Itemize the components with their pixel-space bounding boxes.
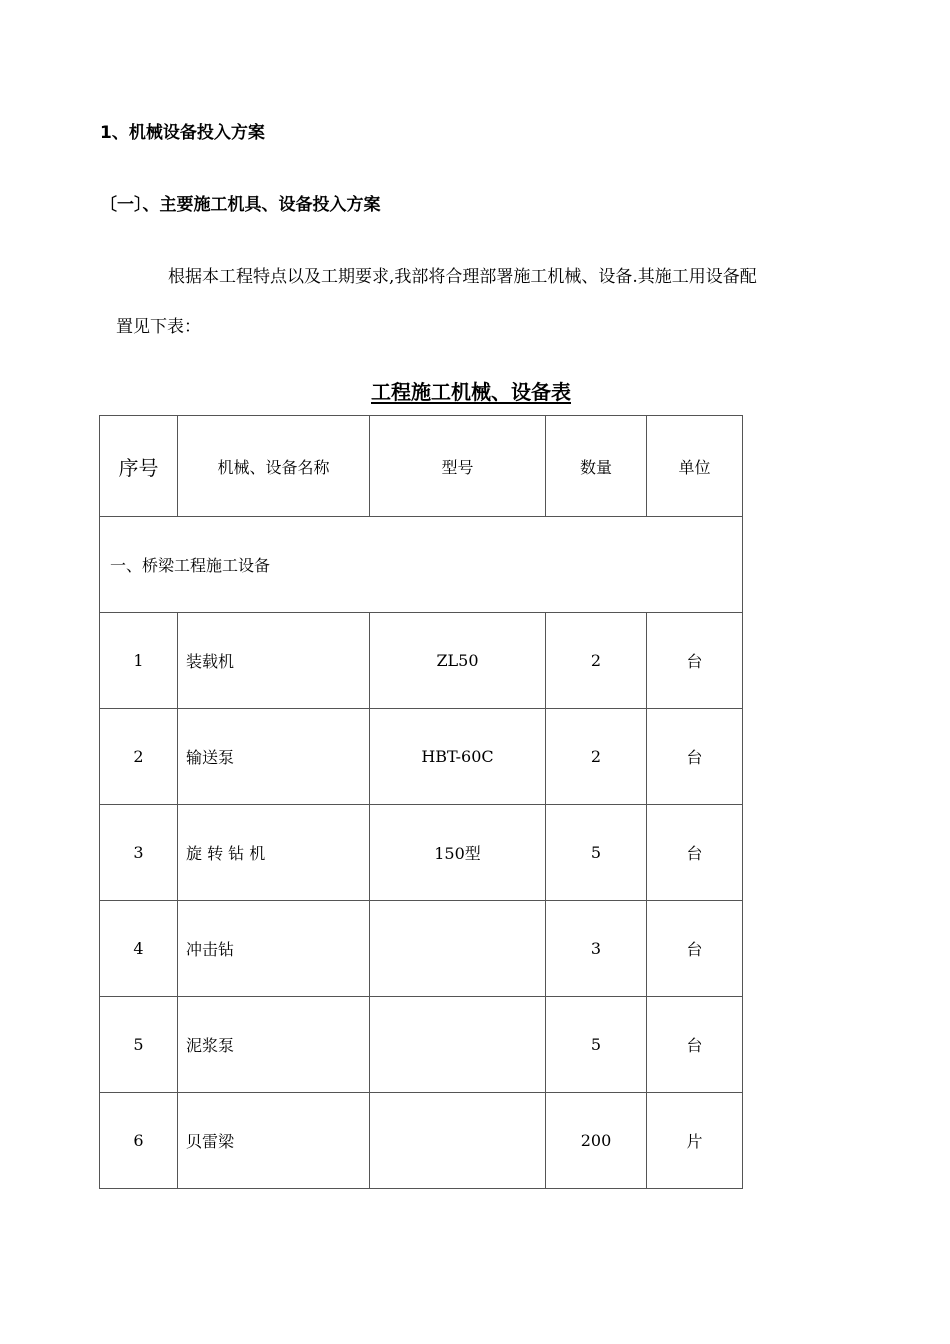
cell-model: [370, 901, 546, 997]
cell-index: 6: [100, 1093, 178, 1189]
cell-name: 泥浆泵: [178, 997, 370, 1093]
header-unit: 单位: [647, 416, 743, 517]
cell-index: 5: [100, 997, 178, 1093]
cell-quantity: 200: [546, 1093, 647, 1189]
cell-name: 旋 转 钻 机: [178, 805, 370, 901]
cell-unit: 台: [647, 613, 743, 709]
header-model: 型号: [370, 416, 546, 517]
paragraph-line-2: 置见下表：: [116, 317, 201, 337]
cell-name: 冲击钻: [178, 901, 370, 997]
cell-unit: 台: [647, 997, 743, 1093]
cell-unit: 台: [647, 901, 743, 997]
cell-index: 3: [100, 805, 178, 901]
table-row: [100, 997, 743, 1093]
table-row: [100, 805, 743, 901]
header-index: 序号: [100, 416, 178, 517]
table-row: [100, 613, 743, 709]
cell-model: HBT-60C: [370, 709, 546, 805]
table-row: [100, 901, 743, 997]
cell-quantity: 2: [546, 613, 647, 709]
cell-model: 150型: [370, 805, 546, 901]
cell-name: 装载机: [178, 613, 370, 709]
cell-model: [370, 1093, 546, 1189]
header-name: 机械、设备名称: [178, 416, 370, 517]
cell-index: 4: [100, 901, 178, 997]
cell-model: [370, 997, 546, 1093]
cell-name: 贝雷梁: [178, 1093, 370, 1189]
table-title: 工程施工机械、设备表: [371, 380, 571, 404]
equipment-table: [99, 415, 743, 1189]
header-quantity: 数量: [546, 416, 647, 517]
section-heading: 1、机械设备投入方案: [100, 123, 265, 143]
paragraph-line-1: 根据本工程特点以及工期要求,我部将合理部署施工机械、设备.其施工用设备配: [168, 267, 757, 287]
table-row: [100, 1093, 743, 1189]
cell-index: 2: [100, 709, 178, 805]
table-header-row: [100, 416, 743, 517]
cell-model: ZL50: [370, 613, 546, 709]
cell-quantity: 5: [546, 805, 647, 901]
section-label: 一、桥梁工程施工设备: [100, 517, 743, 613]
table-section-row: [100, 517, 743, 613]
sub-heading: 〔一〕、主要施工机具、设备投入方案: [100, 195, 381, 215]
table-row: [100, 709, 743, 805]
cell-index: 1: [100, 613, 178, 709]
cell-quantity: 5: [546, 997, 647, 1093]
cell-name: 输送泵: [178, 709, 370, 805]
cell-unit: 片: [647, 1093, 743, 1189]
cell-quantity: 3: [546, 901, 647, 997]
cell-quantity: 2: [546, 709, 647, 805]
cell-unit: 台: [647, 805, 743, 901]
cell-unit: 台: [647, 709, 743, 805]
